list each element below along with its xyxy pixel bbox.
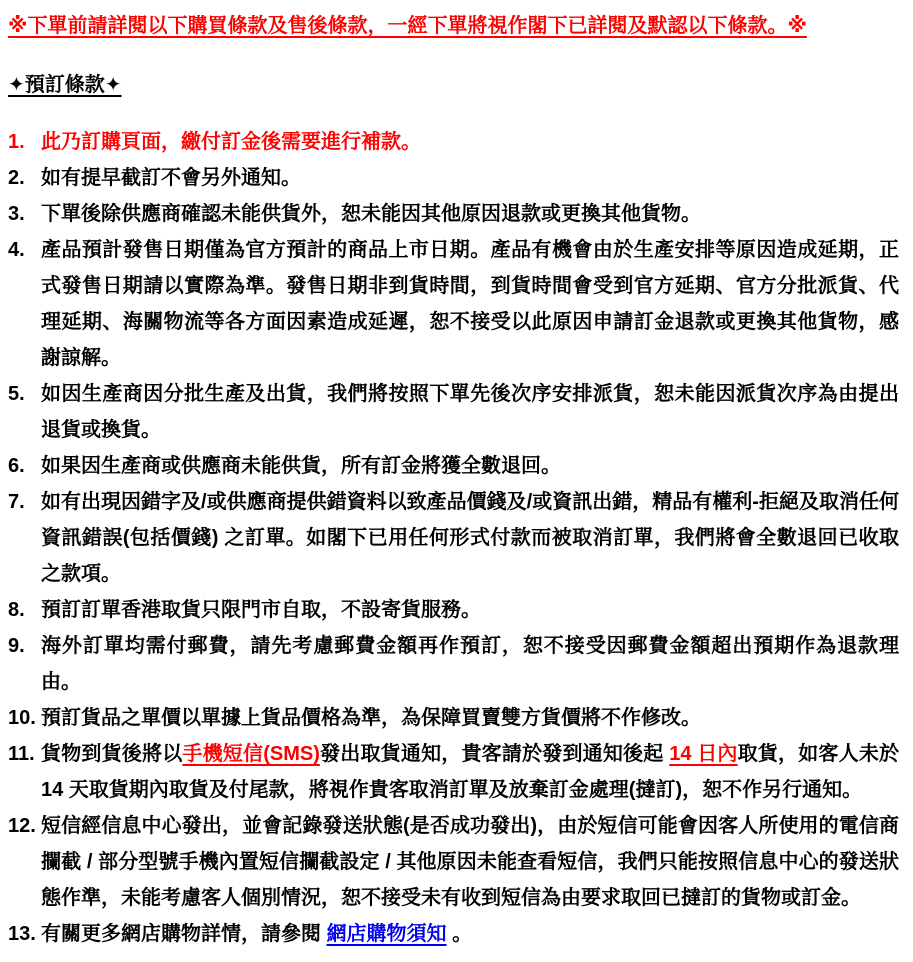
term-number: 1. [8, 131, 25, 153]
term-segment: 發出取貨通知，貴客請於發到通知後起 [319, 743, 670, 765]
term-item-5 [8, 376, 899, 448]
purchase-notice-header: ※下單前請詳閱以下購買條款及售後條款，一經下單將視作閣下已詳閱及默認以下條款。※ [8, 15, 807, 37]
term-number: 12. [8, 815, 36, 837]
term-item-10 [8, 700, 899, 736]
term-highlight: 14 日內 [669, 743, 738, 765]
shop-guide-link[interactable]: 網店購物須知 [326, 923, 447, 945]
term-number: 8. [8, 599, 25, 621]
term-number: 3. [8, 203, 25, 225]
term-text [41, 448, 899, 484]
term-segment: 如因生產商因分批生產及出貨，我們將按照下單先後次序安排派貨，恕未能因派貨次序為由提出退貨或換貨。 [41, 383, 899, 441]
term-text [41, 196, 899, 232]
term-item-12 [8, 808, 899, 916]
term-segment: 短信經信息中心發出，並會記錄發送狀態(是否成功發出)，由於短信可能會因客人所使用的電信商攔截 / 部分型號手機內置短信攔截設定 / 其他原因未能查看短信，我們只能按照信息中心的發送狀態作準，未能考慮客人個別情況，恕不接受未有收到短信為由要求取回已撻訂的貨物或訂金。 [41, 815, 899, 909]
term-number: 11. [8, 743, 35, 765]
term-text [41, 484, 899, 592]
term-segment: 產品預計發售日期僅為官方預計的商品上市日期。產品有機會由於生產安排等原因造成延期，正式發售日期請以實際為準。發售日期非到貨時間，到貨時間會受到官方延期、官方分批派貨、代理延期、海關物流等各方面因素造成延遲，恕不接受以此原因申請訂金退款或更換其他貨物，感謝諒解。 [41, 239, 899, 369]
term-text [41, 160, 899, 196]
term-text [41, 736, 899, 808]
term-segment: 取貨，如客人未於 14 天取貨期內取貨及付尾款，將視作貴客取消訂單及放棄訂金處理(撻訂)，恕不作另行通知。 [41, 743, 900, 801]
term-segment: 此乃訂購頁面，繳付訂金後需要進行補款。 [41, 131, 421, 153]
term-segment: 貨物到貨後將以 [41, 743, 183, 765]
term-number: 6. [8, 455, 25, 477]
term-number: 5. [8, 383, 25, 405]
term-item-8 [8, 592, 899, 628]
term-segment: 。 [446, 923, 473, 945]
term-text [41, 592, 899, 628]
term-text [41, 628, 899, 700]
term-item-3 [8, 196, 899, 232]
term-text [41, 376, 899, 448]
term-item-4 [8, 232, 899, 376]
term-number: 4. [8, 239, 25, 261]
section-title-preorder-terms: ✦預訂條款✦ [8, 74, 122, 96]
term-segment: 下單後除供應商確認未能供貨外，恕未能因其他原因退款或更換其他貨物。 [41, 203, 701, 225]
terms-list [8, 124, 899, 952]
term-number: 13. [8, 923, 36, 945]
term-text [41, 808, 899, 916]
term-text [41, 124, 899, 160]
term-highlight: 手機短信(SMS) [182, 743, 320, 765]
term-segment: 海外訂單均需付郵費，請先考慮郵費金額再作預訂，恕不接受因郵費金額超出預期作為退款理由。 [41, 635, 899, 693]
term-segment: 有關更多網店購物詳情，請參閱 [41, 923, 327, 945]
term-item-9 [8, 628, 899, 700]
term-text [41, 232, 899, 376]
term-segment: 如有出現因錯字及/或供應商提供錯資料以致產品價錢及/或資訊出錯，精品有權利-拒絕及取消任何資訊錯誤(包括價錢) 之訂單。如閣下已用任何形式付款而被取消訂單，我們將會全數退回已收取之款項。 [41, 491, 899, 585]
term-text [41, 700, 899, 736]
term-text [41, 916, 899, 952]
term-number: 10. [8, 707, 36, 729]
term-item-2 [8, 160, 899, 196]
term-item-1 [8, 124, 899, 160]
term-item-6 [8, 448, 899, 484]
term-item-11 [8, 736, 899, 808]
term-segment: 如果因生產商或供應商未能供貨，所有訂金將獲全數退回。 [41, 455, 561, 477]
term-segment: 預訂訂單香港取貨只限門市自取，不設寄貨服務。 [41, 599, 481, 621]
term-item-13 [8, 916, 899, 952]
term-item-7 [8, 484, 899, 592]
term-number: 2. [8, 167, 25, 189]
term-number: 9. [8, 635, 25, 657]
term-number: 7. [8, 491, 25, 513]
term-segment: 預訂貨品之單價以單據上貨品價格為準，為保障買賣雙方貨價將不作修改。 [41, 707, 701, 729]
term-segment: 如有提早截訂不會另外通知。 [41, 167, 301, 189]
